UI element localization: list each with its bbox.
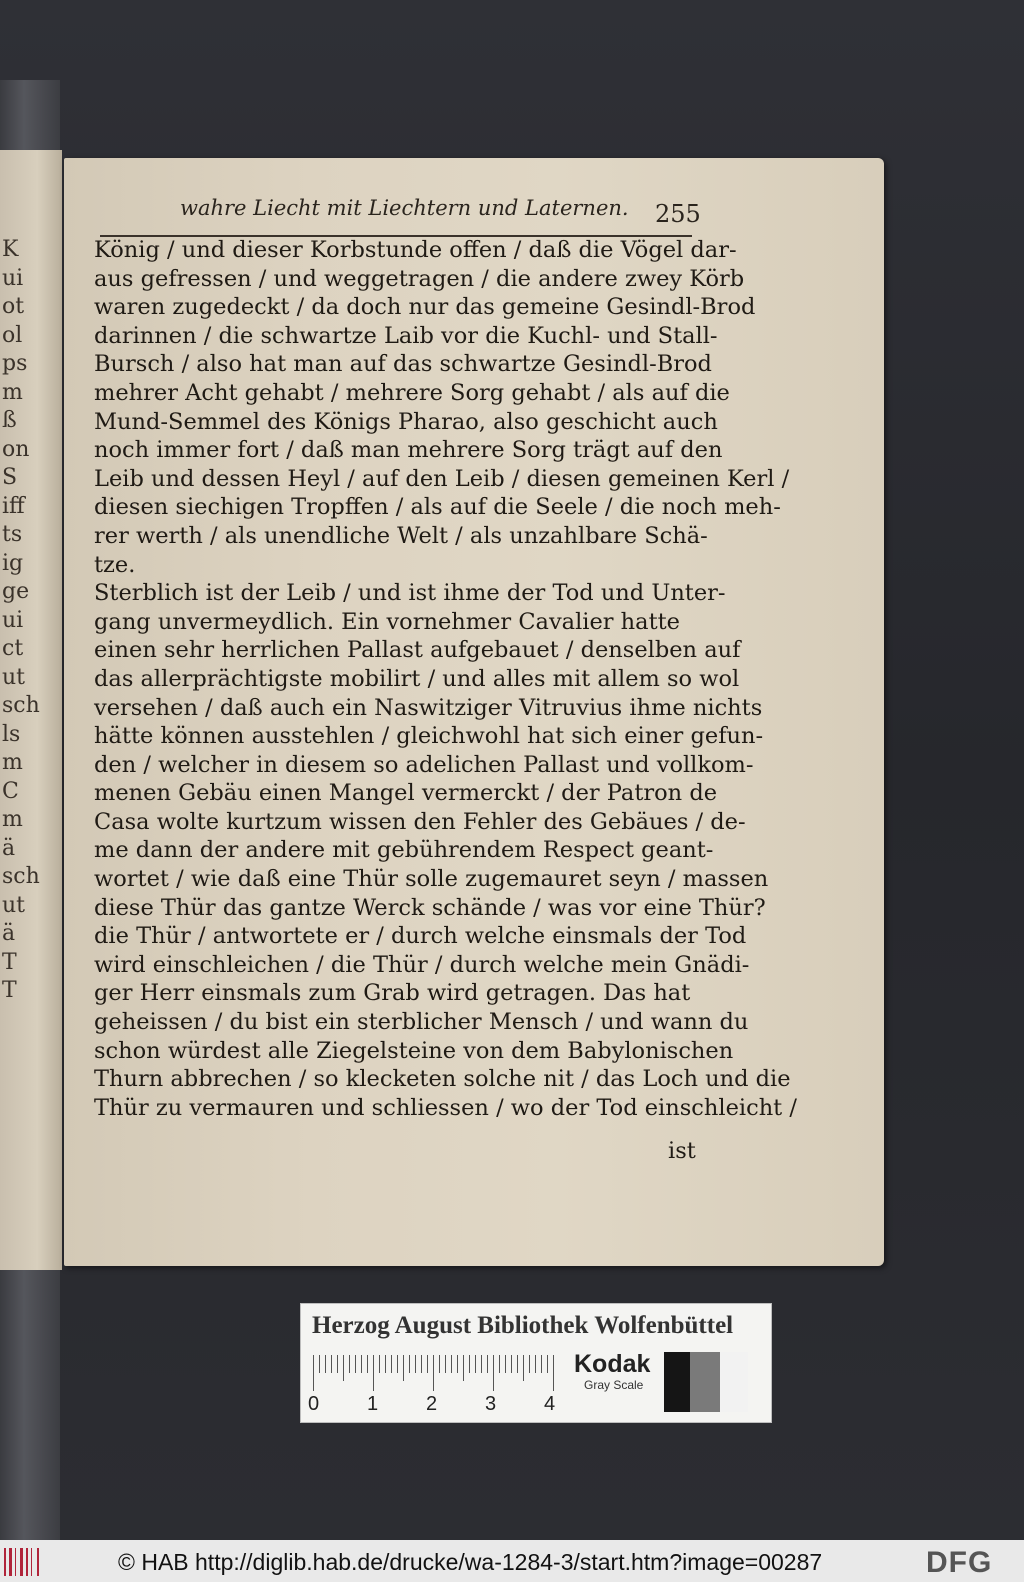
running-head: wahre Liecht mit Liechtern und Laternen. (180, 196, 629, 220)
ruler-tick (331, 1355, 332, 1373)
ruler-tick (493, 1355, 494, 1391)
ruler-tick (505, 1355, 506, 1373)
text-line: darinnen / die schwartze Laib vor die Kuchl- und Stall- (94, 322, 718, 349)
facing-page-fragment: K (2, 237, 19, 262)
facing-page-fragment: sch (2, 864, 40, 889)
text-line: Mund-Semmel des Königs Pharao, also geschicht auch (94, 408, 718, 435)
ruler-tick (421, 1355, 422, 1373)
facing-page-fragment: C (2, 778, 19, 804)
facing-page-fragment: ä (2, 921, 16, 946)
text-line: ger Herr einsmals zum Grab wird getragen. Das hat (94, 980, 691, 1007)
facing-page-fragment: m (2, 379, 23, 405)
ruler-tick (427, 1355, 428, 1373)
ruler-tick (385, 1355, 386, 1373)
ruler-tick (355, 1355, 356, 1373)
ruler-tick (397, 1355, 398, 1373)
text-line: diesen siechigen Tropffen / als auf die Seele / die noch meh- (94, 494, 781, 521)
facing-page-fragment: ls (2, 721, 21, 747)
text-line: König / und dieser Korbstunde offen / daß die Vögel dar- (94, 237, 737, 263)
ruler-tick (529, 1355, 530, 1373)
page-number: 255 (655, 200, 701, 228)
ruler-numbers (308, 1393, 568, 1417)
text-line: wortet / wie daß eine Thür solle zugemauret seyn / massen (94, 866, 769, 893)
facing-page-fragment: ot (2, 294, 25, 319)
text-line: noch immer fort / daß man mehrere Sorg trägt auf den (94, 437, 723, 464)
ruler-tick (343, 1355, 344, 1381)
facing-page-fragment: ps (2, 351, 28, 376)
facing-page-fragment: ol (2, 322, 23, 348)
text-line: aus gefressen / und weggetragen / die andere zwey Körb (94, 265, 745, 292)
ruler-tick (463, 1355, 464, 1381)
facing-page-fragment: iff (2, 493, 25, 519)
facing-page-fragment: on (2, 436, 30, 462)
ruler-tick (391, 1355, 392, 1373)
gray-swatch (664, 1352, 690, 1412)
ruler-number: 0 (308, 1393, 320, 1415)
ruler-number: 1 (367, 1393, 379, 1415)
text-line: Thür zu vermauren und schliessen / wo der Tod einschleicht / (94, 1094, 797, 1121)
measurement-ruler (313, 1355, 558, 1391)
text-line: die Thür / antwortete er / durch welche einsmals der Tod (94, 923, 747, 950)
text-line: waren zugedeckt / da doch nur das gemeine Gesindl-Brod (94, 294, 756, 321)
text-line: hätte können ausstehlen / gleichwohl hat sich einer gefun- (94, 723, 764, 750)
ruler-tick (325, 1355, 326, 1373)
ruler-tick (511, 1355, 512, 1373)
facing-page-fragment: ge (2, 579, 30, 604)
footer-credit-link[interactable]: © HAB http://diglib.hab.de/drucke/wa-1284-3/start.htm?image=00287 (118, 1549, 823, 1575)
ruler-number: 4 (544, 1393, 556, 1415)
text-line: den / welcher in diesem so adelichen Pallast und vollkom- (94, 751, 754, 778)
ruler-tick (373, 1355, 374, 1391)
ruler-tick (487, 1355, 488, 1373)
ruler-tick (361, 1355, 362, 1373)
dfg-logo: DFG (926, 1546, 993, 1579)
ruler-tick (379, 1355, 380, 1373)
catchword: ist (668, 1138, 696, 1164)
ruler-tick (481, 1355, 482, 1373)
text-line: Leib und dessen Heyl / auf den Leib / diesen gemeinen Kerl / (94, 465, 790, 492)
facing-page-fragment: sch (2, 693, 40, 718)
barcode-bar (4, 1548, 6, 1576)
ruler-tick (415, 1355, 416, 1373)
text-line: Bursch / also hat man auf das schwartze Gesindl-Brod (94, 351, 712, 378)
facing-page-fragment: m (2, 750, 23, 775)
ruler-tick (469, 1355, 470, 1373)
text-line: wird einschleichen / die Thür / durch welche mein Gnädi- (94, 951, 750, 978)
facing-page-fragment: ui (2, 265, 24, 291)
text-line: geheissen / du bist ein sterblicher Mensch / und wann du (94, 1009, 749, 1036)
facing-page-fragment: ig (2, 550, 24, 576)
ruler-tick (517, 1355, 518, 1373)
text-line: diese Thür das gantze Werck schände / was vor eine Thür? (94, 894, 766, 921)
ruler-tick (523, 1355, 524, 1381)
ruler-tick (457, 1355, 458, 1373)
facing-page-fragment: ä (2, 835, 16, 861)
text-line: menen Gebäu einen Mangel vermerckt / der Patron de (94, 780, 718, 807)
gray-swatch (720, 1352, 748, 1412)
text-line: Thurn abbrechen / so klecketen solche nit / das Loch und die (94, 1066, 791, 1093)
ruler-tick (337, 1355, 338, 1373)
facing-page-text-fragments (2, 236, 40, 1006)
page-body-text (94, 236, 797, 1122)
ruler-number: 2 (426, 1393, 438, 1415)
text-line: Sterblich ist der Leib / und ist ihme der Tod und Unter- (94, 580, 726, 607)
ruler-tick (439, 1355, 440, 1373)
ruler-tick (451, 1355, 452, 1373)
ruler-tick (313, 1355, 314, 1391)
ruler-tick (319, 1355, 320, 1373)
barcode-bar (37, 1548, 39, 1576)
ruler-tick (475, 1355, 476, 1373)
ruler-number: 3 (485, 1393, 497, 1415)
barcode-icon (4, 1548, 48, 1576)
gray-scale-label: Gray Scale (584, 1378, 644, 1392)
facing-page-fragment: T (2, 949, 17, 975)
ruler-tick (541, 1355, 542, 1373)
kodak-logo: Kodak (574, 1350, 651, 1378)
ruler-tick (547, 1355, 548, 1373)
facing-page-fragment: S (2, 465, 18, 490)
text-line: versehen / daß auch ein Naswitziger Vitruvius ihme nichts (94, 694, 763, 721)
ruler-tick (433, 1355, 434, 1391)
facing-page-fragment: ut (2, 664, 26, 690)
gray-swatch (690, 1352, 720, 1412)
text-line: mehrer Acht gehabt / mehrere Sorg gehabt / als auf die (94, 379, 730, 406)
text-line: Casa wolte kurtzum wissen den Fehler des Gebäues / de- (94, 808, 746, 835)
barcode-bar (9, 1548, 12, 1576)
text-line: rer werth / als unendliche Welt / als unzahlbare Schä- (94, 522, 708, 549)
facing-page-fragment: ß (2, 408, 17, 433)
text-line: schon würdest alle Ziegelsteine von dem Babylonischen (94, 1037, 734, 1064)
text-line: tze. (94, 551, 136, 578)
barcode-bar (26, 1548, 28, 1576)
ruler-tick (367, 1355, 368, 1373)
ruler-tick (403, 1355, 404, 1381)
barcode-bar (31, 1548, 32, 1576)
barcode-bar (15, 1548, 16, 1576)
text-line: gang unvermeydlich. Ein vornehmer Cavalier hatte (94, 608, 680, 635)
ruler-tick (445, 1355, 446, 1373)
facing-page-fragment: ts (2, 522, 23, 547)
facing-page-fragment: ct (2, 636, 24, 661)
facing-page-fragment: ui (2, 607, 24, 633)
library-name: Herzog August Bibliothek Wolfenbüttel (312, 1312, 734, 1339)
text-line: einen sehr herrlichen Pallast aufgebauet / denselben auf (94, 637, 741, 664)
text-line: das allerprächtigste mobilirt / und alles mit allem so wol (94, 665, 740, 692)
facing-page-fragment: ut (2, 892, 26, 918)
ruler-tick (553, 1355, 554, 1391)
text-line: me dann der andere mit gebührendem Respect geant- (94, 837, 714, 864)
barcode-bar (20, 1548, 23, 1576)
facing-page-fragment: T (2, 978, 17, 1003)
ruler-tick (349, 1355, 350, 1373)
ruler-tick (535, 1355, 536, 1373)
facing-page-fragment: m (2, 807, 23, 832)
ruler-tick (409, 1355, 410, 1373)
ruler-tick (499, 1355, 500, 1373)
